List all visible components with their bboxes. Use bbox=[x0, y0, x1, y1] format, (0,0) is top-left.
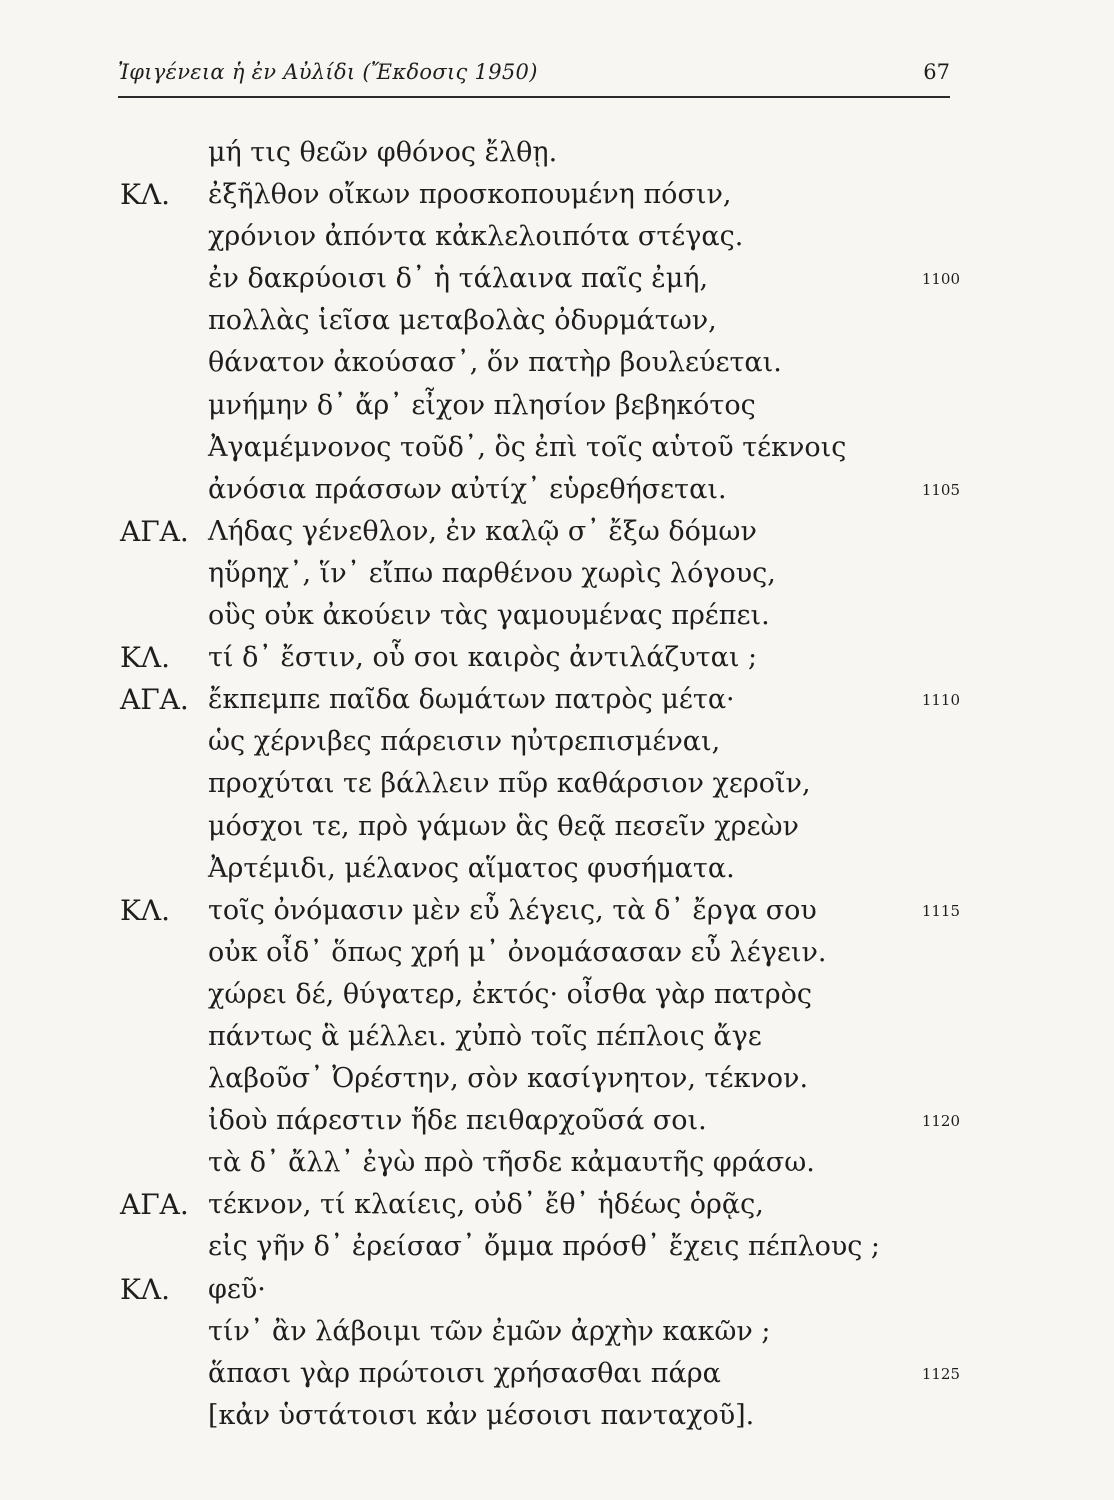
verse-line-text: λαβοῦσ᾽ Ὀρέστην, σὸν κασίγνητον, τέκνον. bbox=[208, 1063, 809, 1095]
verse-line bbox=[0, 1184, 1114, 1226]
verse-line-text: θάνατον ἀκούσασ᾽, ὅν πατὴρ βουλεύεται. bbox=[208, 347, 782, 379]
verse-line-text: οὐκ οἶδ᾽ ὅπως χρή μ᾽ ὀνομάσασαν εὖ λέγειν. bbox=[208, 936, 827, 968]
verse-line bbox=[0, 1100, 1114, 1142]
verse-line bbox=[0, 300, 1114, 342]
verse-line bbox=[0, 595, 1114, 637]
verse-line bbox=[0, 1269, 1114, 1311]
verse-line-text: Λήδας γένεθλον, ἐν καλῷ σ᾽ ἔξω δόμων bbox=[208, 515, 757, 547]
verse-line-text: τίν᾽ ἂν λάβοιμι τῶν ἐμῶν ἀρχὴν κακῶν ; bbox=[208, 1315, 771, 1347]
line-number: 1115 bbox=[921, 901, 960, 920]
verse-line bbox=[0, 1142, 1114, 1184]
speaker-label: ΑΓΑ. bbox=[120, 1188, 189, 1222]
verse-line-text: τὰ δ᾽ ἄλλ᾽ ἐγὼ πρὸ τῆσδε κἀμαυτῆς φράσω. bbox=[208, 1147, 815, 1179]
line-number: 1120 bbox=[921, 1112, 960, 1131]
verse-line bbox=[0, 1395, 1114, 1437]
verse-line-text: ηὕρηχ᾽, ἵν᾽ εἴπω παρθένου χωρὶς λόγους, bbox=[208, 557, 776, 589]
verse-line-text: ἔκπεμπε παῖδα δωμάτων πατρὸς μέτα· bbox=[208, 684, 735, 716]
speaker-label: ΚΛ. bbox=[120, 893, 171, 927]
page-number: 67 bbox=[923, 60, 950, 84]
running-header bbox=[118, 60, 950, 96]
verse-line-text: ἀνόσια πράσσων αὐτίχ᾽ εὑρεθήσεται. bbox=[208, 473, 727, 505]
verse-line-text: μνήμην δ᾽ ἄρ᾽ εἶχον πλησίον βεβηκότος bbox=[208, 389, 756, 421]
line-number: 1100 bbox=[921, 270, 960, 289]
verse-line-text: χρόνιον ἀπόντα κἀκλελοιπότα στέγας. bbox=[208, 221, 744, 253]
header-title: Ἰφιγένεια ἡ ἐν Αὐλίδι (Ἔκδοσις 1950) bbox=[118, 60, 538, 84]
verse-line bbox=[0, 385, 1114, 427]
verse-line bbox=[0, 553, 1114, 595]
verse-line bbox=[0, 637, 1114, 679]
verse-line-text: μόσχοι τε, πρὸ γάμων ἃς θεᾷ πεσεῖν χρεὼν bbox=[208, 810, 799, 842]
verse-line-text: Ἀγαμέμνονος τοῦδ᾽, ὃς ἐπὶ τοῖς αὑτοῦ τέκνοις bbox=[208, 431, 847, 463]
verse-line-text: ὡς χέρνιβες πάρεισιν ηὐτρεπισμέναι, bbox=[208, 726, 721, 758]
verse-line bbox=[0, 1016, 1114, 1058]
verse-line-text: μή τις θεῶν φθόνος ἔλθῃ. bbox=[208, 137, 558, 168]
verse-line bbox=[0, 427, 1114, 469]
verse-line bbox=[0, 806, 1114, 848]
verse-line-text: [κἀν ὑστάτοισι κἀν μέσοισι πανταχοῦ]. bbox=[208, 1399, 755, 1431]
speaker-label: ΚΛ. bbox=[120, 178, 171, 212]
verse-line bbox=[0, 469, 1114, 511]
verse-line-text: τί δ᾽ ἔστιν, οὗ σοι καιρὸς ἀντιλάζυται ; bbox=[208, 642, 758, 674]
speaker-label: ΚΛ. bbox=[120, 641, 171, 675]
line-number: 1125 bbox=[921, 1364, 960, 1383]
verse-line bbox=[0, 258, 1114, 300]
line-number: 1105 bbox=[921, 480, 960, 499]
verse-line bbox=[0, 679, 1114, 721]
verse-line-text: εἰς γῆν δ᾽ ἐρείσασ᾽ ὄμμα πρόσθ᾽ ἔχεις πέπλους ; bbox=[208, 1231, 881, 1263]
verse-line bbox=[0, 721, 1114, 763]
verse-line-text: ἰδοὺ πάρεστιν ἥδε πειθαρχοῦσά σοι. bbox=[208, 1105, 707, 1137]
verse-line-text: φεῦ· bbox=[208, 1273, 266, 1305]
verse-line-text: ἐξῆλθον οἴκων προσκοπουμένη πόσιν, bbox=[208, 179, 732, 211]
verse-line bbox=[0, 216, 1114, 258]
verse-line bbox=[0, 932, 1114, 974]
verse-line-text: ἅπασι γὰρ πρώτοισι χρήσασθαι πάρα bbox=[208, 1357, 721, 1389]
verse-line bbox=[0, 974, 1114, 1016]
verse-line-text: προχύται τε βάλλειν πῦρ καθάρσιον χεροῖν, bbox=[208, 768, 811, 800]
verse-line bbox=[0, 1311, 1114, 1353]
verse-line-text: οὓς οὐκ ἀκούειν τὰς γαμουμένας πρέπει. bbox=[208, 600, 770, 632]
verse-line bbox=[0, 342, 1114, 384]
verse-line-text: τέκνον, τί κλαίεις, οὐδ᾽ ἔθ᾽ ἡδέως ὁρᾷς, bbox=[208, 1189, 764, 1221]
verse-line-text: τοῖς ὀνόμασιν μὲν εὖ λέγεις, τὰ δ᾽ ἔργα σου bbox=[208, 894, 817, 926]
verse-line bbox=[0, 1353, 1114, 1395]
speaker-label: ΚΛ. bbox=[120, 1272, 171, 1306]
verse-line bbox=[0, 848, 1114, 890]
speaker-label: ΑΓΑ. bbox=[120, 514, 189, 548]
verse-line-text: ἐν δακρύοισι δ᾽ ἡ τάλαινα παῖς ἐμή, bbox=[208, 263, 709, 295]
verse-line bbox=[0, 1058, 1114, 1100]
verse-line bbox=[0, 763, 1114, 805]
verse-line bbox=[0, 511, 1114, 553]
verse-text-body bbox=[0, 132, 1114, 1437]
verse-line-text: πολλὰς ἱεῖσα μεταβολὰς ὀδυρμάτων, bbox=[208, 305, 717, 337]
verse-line bbox=[0, 174, 1114, 216]
verse-line-text: χώρει δέ, θύγατερ, ἐκτός· οἶσθα γὰρ πατρὸς bbox=[208, 978, 812, 1010]
verse-line bbox=[0, 890, 1114, 932]
verse-line-text: πάντως ἃ μέλλει. χὐπὸ τοῖς πέπλοις ἄγε bbox=[208, 1020, 762, 1052]
verse-line bbox=[0, 132, 1114, 174]
header-rule bbox=[118, 96, 950, 98]
speaker-label: ΑΓΑ. bbox=[120, 683, 189, 717]
verse-line bbox=[0, 1226, 1114, 1268]
verse-line-text: Ἀρτέμιδι, μέλανος αἵματος φυσήματα. bbox=[208, 852, 735, 884]
line-number: 1110 bbox=[921, 691, 960, 710]
